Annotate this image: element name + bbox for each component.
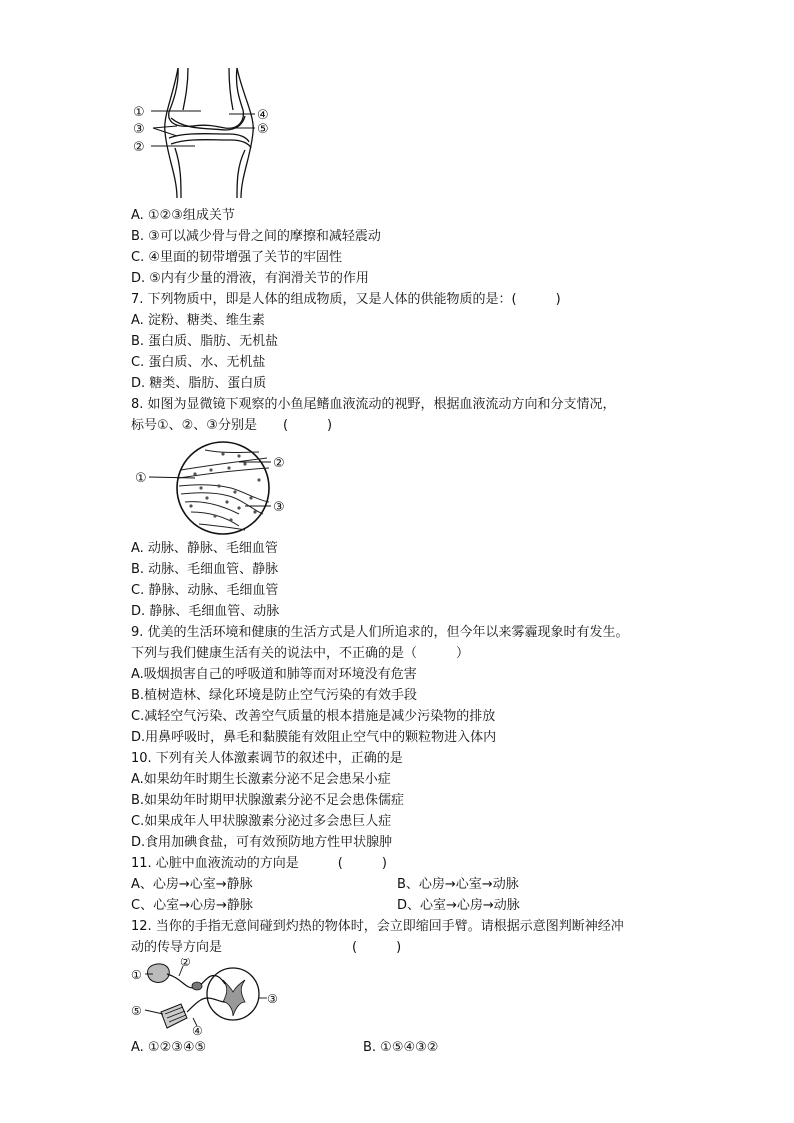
reflex-arc-figure — [131, 958, 281, 1036]
q12-option-a: A. ①②③④⑤ — [131, 1040, 207, 1055]
q10-option-c: C.如果成年人甲状腺激素分泌过多会患巨人症 — [131, 814, 392, 829]
q9-option-a: A.吸烟损害自己的呼吸道和肺等而对环境没有危害 — [131, 667, 417, 682]
flow-label-3: ③ — [273, 500, 285, 515]
q7-option-a: A. 淀粉、糖类、维生素 — [131, 313, 265, 328]
q9-option-b: B.植树造林、绿化环境是防止空气污染的有效手段 — [131, 688, 418, 703]
q6-option-c: C. ④里面的韧带增强了关节的牢固性 — [131, 250, 342, 265]
q9-stem-line2: 下列与我们健康生活有关的说法中，不正确的是（ ） — [131, 646, 470, 661]
q11-option-c: C、心室→心房→静脉 — [131, 898, 253, 913]
joint-label-2: ② — [133, 140, 145, 155]
q10-option-b: B.如果幼年时期甲状腺激素分泌不足会患侏儒症 — [131, 793, 405, 808]
q8-option-c: C. 静脉、动脉、毛细血管 — [131, 583, 279, 598]
q8-option-b: B. 动脉、毛细血管、静脉 — [131, 562, 279, 577]
joint-figure — [133, 66, 283, 200]
q8-stem-line2: 标号①、②、③分别是 ( ) — [131, 418, 333, 433]
reflex-label-3: ③ — [267, 992, 278, 1006]
q7-option-c: C. 蛋白质、水、无机盐 — [131, 355, 266, 370]
reflex-label-2: ② — [180, 958, 191, 969]
q11-option-b: B、心房→心室→动脉 — [397, 877, 519, 892]
joint-label-3: ③ — [133, 122, 145, 137]
flow-label-1: ① — [135, 471, 147, 486]
q9-option-d: D.用鼻呼吸时，鼻毛和黏膜能有效阻止空气中的颗粒物进入体内 — [131, 730, 497, 745]
reflex-label-4: ④ — [192, 1024, 203, 1036]
flow-label-2: ② — [273, 456, 285, 471]
q7-stem: 7. 下列物质中，即是人体的组成物质，又是人体的供能物质的是：( ) — [131, 292, 561, 307]
reflex-label-1: ① — [131, 968, 142, 982]
q7-option-d: D. 糖类、脂肪、蛋白质 — [131, 376, 267, 391]
q11-option-a: A、心房→心室→静脉 — [131, 877, 253, 892]
q12-stem-line1: 12. 当你的手指无意间碰到灼热的物体时，会立即缩回手臂。请根据示意图判断神经冲 — [131, 919, 624, 934]
q11-stem: 11. 心脏中血液流动的方向是 ( ) — [131, 856, 387, 871]
q12-stem-line2: 动的传导方向是 ( ) — [131, 940, 402, 955]
q8-option-a: A. 动脉、静脉、毛细血管 — [131, 541, 278, 556]
q6-option-d: D. ⑤内有少量的滑液，有润滑关节的作用 — [131, 271, 369, 286]
joint-label-5: ⑤ — [257, 122, 269, 137]
q9-stem-line1: 9. 优美的生活环境和健康的生活方式是人们所追求的，但今年以来雾霾现象时有发生。 — [131, 625, 629, 640]
blood-flow-figure — [135, 440, 295, 538]
reflex-label-5: ⑤ — [131, 1004, 142, 1018]
q11-option-d: D、心室→心房→动脉 — [397, 898, 520, 913]
q10-stem: 10. 下列有关人体激素调节的叙述中，正确的是 — [131, 751, 403, 766]
q12-option-b: B. ①⑤④③② — [363, 1040, 439, 1055]
q10-option-d: D.食用加碘食盐，可有效预防地方性甲状腺肿 — [131, 835, 393, 850]
joint-label-1: ① — [133, 105, 145, 120]
q8-option-d: D. 静脉、毛细血管、动脉 — [131, 604, 280, 619]
joint-label-4: ④ — [257, 108, 269, 123]
q9-option-c: C.减轻空气污染、改善空气质量的根本措施是减少污染物的排放 — [131, 709, 496, 724]
q10-option-a: A.如果幼年时期生长激素分泌不足会患呆小症 — [131, 772, 391, 787]
q6-option-a: A. ①②③组成关节 — [131, 208, 235, 223]
q8-stem-line1: 8. 如图为显微镜下观察的小鱼尾鳍血液流动的视野，根据血液流动方向和分支情况， — [131, 397, 616, 412]
q7-option-b: B. 蛋白质、脂肪、无机盐 — [131, 334, 279, 349]
q6-option-b: B. ③可以减少骨与骨之间的摩擦和减轻震动 — [131, 229, 381, 244]
